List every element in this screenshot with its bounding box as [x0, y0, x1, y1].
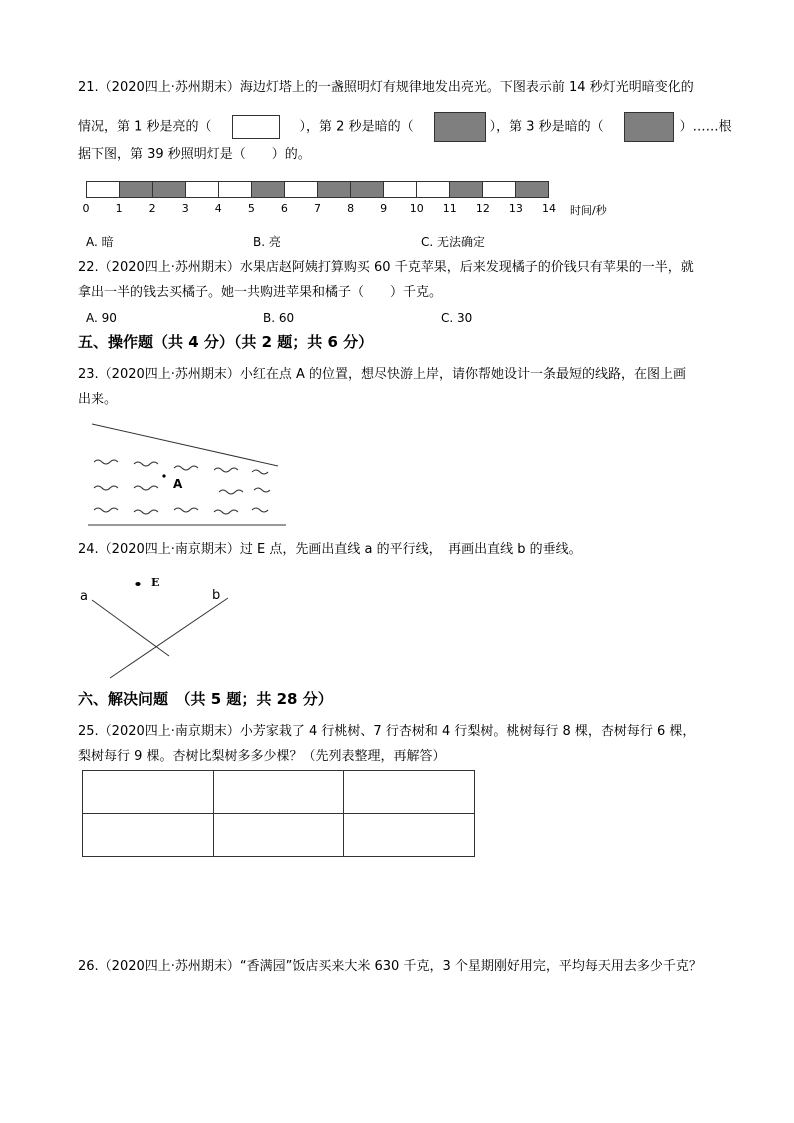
table-cell[interactable]	[344, 771, 475, 814]
shore-water-figure[interactable]	[84, 418, 294, 530]
q21-line2-text-b: ），第 2 秒是暗的（	[299, 119, 414, 135]
answer-box-dark-1[interactable]	[434, 112, 486, 142]
timeline-second-12	[450, 182, 483, 197]
answer-box-light[interactable]	[232, 115, 280, 139]
shore-line	[92, 424, 278, 466]
timeline-second-7	[285, 182, 318, 197]
timeline-second-9	[351, 182, 384, 197]
tick-label: 9	[380, 202, 388, 215]
table-cell[interactable]	[83, 771, 214, 814]
q22-line1: 22.（2020四上·苏州期末）水果店赵阿姨打算购买 60 千克苹果，后来发现橘子的价钱只有苹果的一半，就	[78, 260, 694, 275]
section-5-title: 五、操作题（共 4 分）（共 2 题；共 6 分）	[78, 333, 374, 351]
line-a	[92, 600, 169, 656]
q26-line1: 26.（2020四上·苏州期末）“香满园”饭店买来大米 630 千克，3 个星期刚好用完，平均每天用去多少千克？	[78, 959, 702, 974]
q21-line2	[78, 112, 732, 142]
timeline-second-11	[417, 182, 450, 197]
timeline-second-6	[252, 182, 285, 197]
label-a: a	[80, 589, 88, 604]
timeline-second-4	[186, 182, 219, 197]
label-b: b	[212, 588, 221, 603]
timeline-second-1	[87, 182, 120, 197]
light-timeline	[86, 181, 549, 198]
q22-option-b[interactable]: B. 60	[263, 311, 295, 325]
timeline-second-10	[384, 182, 417, 197]
table-cell[interactable]	[83, 814, 214, 857]
tick-label: 3	[181, 202, 189, 215]
q23-line2: 出来。	[78, 392, 118, 407]
section-6-title: 六、解决问题 （共 5 题；共 28 分）	[78, 690, 333, 708]
table-row	[83, 814, 475, 857]
tick-label: 0	[82, 202, 90, 215]
timeline-second-14	[516, 182, 548, 197]
tick-label: 4	[214, 202, 222, 215]
tick-label: 11	[442, 202, 457, 215]
q22-option-a[interactable]: A. 90	[86, 311, 117, 325]
point-a-label: A	[173, 477, 183, 491]
table-cell[interactable]	[344, 814, 475, 857]
q22-option-c[interactable]: C. 30	[441, 311, 473, 325]
tick-label: 2	[148, 202, 156, 215]
timeline-second-8	[318, 182, 351, 197]
q25-line1: 25.（2020四上·南京期末）小芳家栽了 4 行桃树、7 行杏树和 4 行梨树。桃树每行 8 棵，杏树每行 6 棵，	[78, 724, 696, 739]
line-b	[110, 598, 228, 678]
point-a-dot	[162, 474, 165, 477]
tick-label: 12	[475, 202, 490, 215]
answer-table	[82, 770, 475, 857]
q21-line2-text-c: ），第 3 秒是暗的（	[489, 119, 604, 135]
label-e: E	[151, 576, 160, 589]
tick-label: 13	[508, 202, 523, 215]
answer-box-dark-2[interactable]	[624, 112, 674, 142]
q21-option-c[interactable]: C. 无法确定	[421, 235, 486, 249]
timeline-second-3	[153, 182, 186, 197]
table-cell[interactable]	[213, 814, 344, 857]
timeline-second-2	[120, 182, 153, 197]
q21-option-a[interactable]: A. 暗	[86, 235, 114, 249]
timeline-second-5	[219, 182, 252, 197]
q21-line3: 据下图，第 39 秒照明灯是（ ）的。	[78, 147, 311, 162]
q23-line1: 23.（2020四上·苏州期末）小红在点 A 的位置，想尽快游上岸，请你帮她设计一条最短的线路，在图上画	[78, 367, 687, 382]
table-row	[83, 771, 475, 814]
timeline-second-13	[483, 182, 516, 197]
q21-option-b[interactable]: B. 亮	[253, 235, 281, 249]
tick-label: 14	[542, 202, 556, 215]
q21-line2-text-d: ）……根	[679, 119, 732, 135]
tick-label: 1	[115, 202, 123, 215]
q21-line2-text-a: 情况，第 1 秒是亮的（	[78, 119, 212, 135]
q21-line1: 21.（2020四上·苏州期末）海边灯塔上的一盏照明灯有规律地发出亮光。下图表示前 14 秒灯光明暗变化的	[78, 80, 694, 95]
lines-ab-figure[interactable]	[74, 572, 244, 684]
tick-label: 6	[280, 202, 288, 215]
axis-unit-label: 时间/秒	[570, 204, 607, 217]
q24-line1: 24.（2020四上·南京期末）过 E 点，先画出直线 a 的平行线， 再画出直线 b 的垂线。	[78, 542, 582, 557]
q25-line2: 梨树每行 9 棵。杏树比梨树多多少棵？（先列表整理，再解答）	[78, 749, 446, 764]
point-e-dot	[135, 582, 140, 586]
table-cell[interactable]	[213, 771, 344, 814]
tick-label: 8	[347, 202, 355, 215]
tick-label: 7	[314, 202, 321, 215]
tick-label: 5	[247, 202, 255, 215]
tick-label: 10	[409, 202, 424, 215]
q22-line2: 拿出一半的钱去买橘子。她一共购进苹果和橘子（ ）千克。	[78, 285, 443, 300]
